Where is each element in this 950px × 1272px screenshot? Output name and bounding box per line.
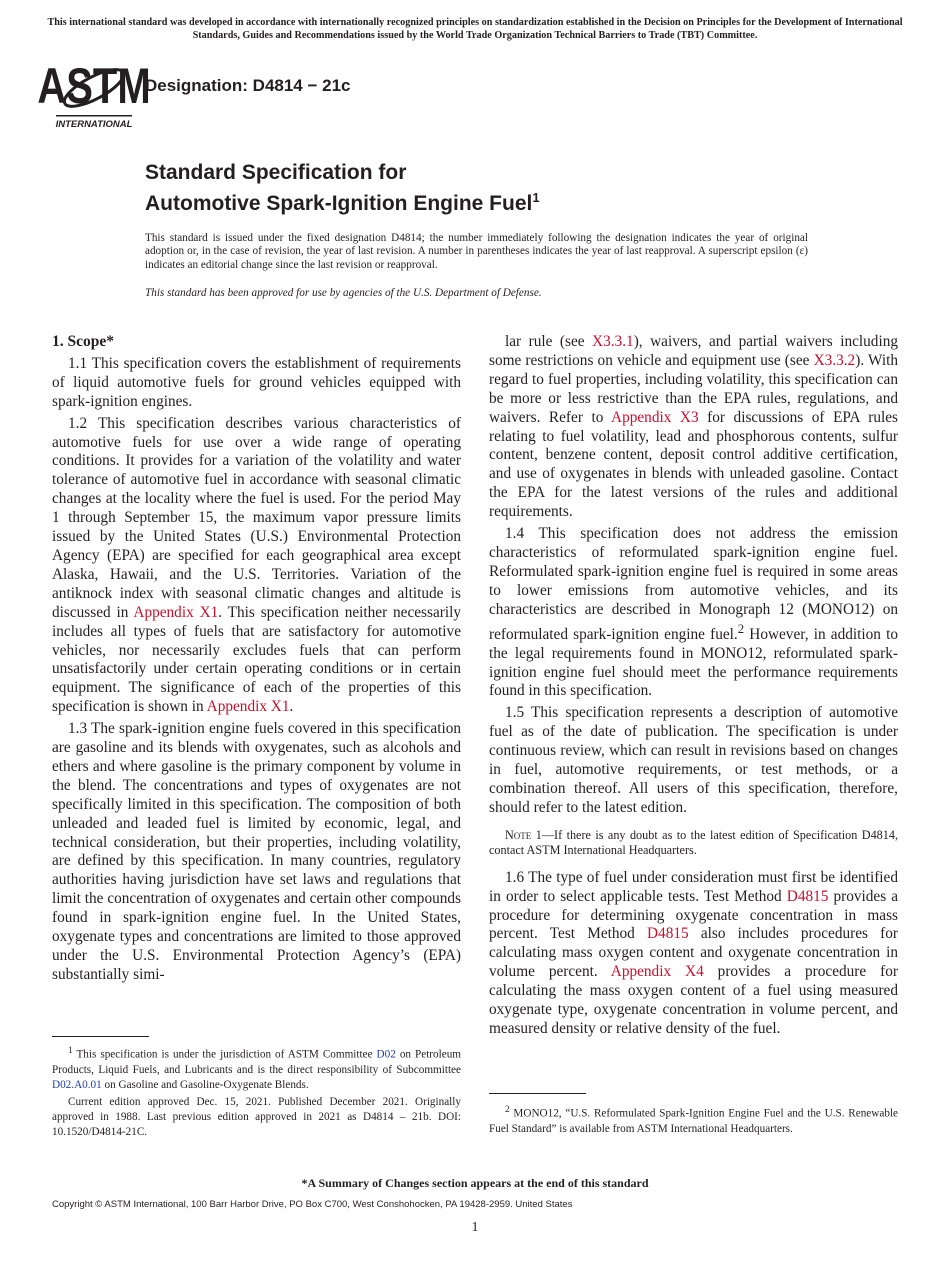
paragraph [489, 333, 898, 522]
paragraph [489, 704, 898, 817]
paragraph [52, 1095, 461, 1140]
paragraph-text: on Gasoline and Gasoline-Oxygenate Blends. [101, 1078, 309, 1091]
paragraph [489, 869, 898, 1039]
svg-text:ASTM: ASTM [37, 57, 151, 115]
paragraph-text: Current edition approved Dec. 15, 2021. Published December 2021. Originally approved in 1988. Last previous edition approved in 2021 as D4814 – 21b. DOI: 10.1520/D4814-21C. [52, 1095, 461, 1138]
left-paragraphs [52, 355, 461, 985]
footnote-divider-left [52, 1036, 149, 1037]
paragraph-text: 1.2 This specification describes various characteristics of automotive fuels for use over a wide range of operating conditions. It provides for a variation of the volatility and water tolerance of automotive fuel in accordance with seasonal climatic changes at the locality where the fuel is used. For the period May 1 through September 15, the maximum vapor pressure limits issued by the United States (U.S.) Environmental Protection Agency (EPA) are specified for each geographical area except Alaska, Hawaii, and the U.S. Territories. Variation of the antiknock index with seasonal climatic changes and altitude is discussed in [52, 414, 461, 621]
title-line-1: Standard Specification for [145, 161, 407, 184]
right-paragraphs-2 [489, 869, 898, 1039]
right-column [489, 333, 898, 1042]
paragraph-text: provides a procedure for calculating the mass oxygen content of a fuel using measured oxygenate type, oxygenate concentration in volume percent, and measured density or relative density of the fuel. [489, 963, 898, 1037]
summary-of-changes-note: *A Summary of Changes section appears at the end of this standard [301, 1176, 649, 1190]
document-title [145, 160, 540, 216]
designation: Designation: D4814 − 21c [145, 76, 351, 95]
footnote-mark[interactable]: 2 [737, 621, 745, 636]
svg-text:INTERNATIONAL: INTERNATIONAL [55, 119, 133, 130]
note-text: —If there is any doubt as to the latest edition of Specification D4814, contact ASTM International Headquarters. [489, 827, 898, 858]
footnote-mark[interactable]: 2 [505, 1105, 510, 1115]
astm-logo [37, 57, 151, 130]
title-line-2: Automotive Spark-Ignition Engine Fuel [145, 192, 533, 215]
footnotes-left [52, 1044, 461, 1142]
cross-reference-link[interactable]: D4815 [647, 925, 689, 943]
paragraph-text: 1.6 The type of fuel under consideration must first be identified in order to select applicable tests. Test Method [489, 868, 898, 905]
section-heading-scope: 1. Scope* [52, 333, 114, 350]
dod-approval-note: This standard has been approved for use by agencies of the U.S. Department of Defense. [145, 287, 542, 299]
paragraph-text: 1.3 The spark-ignition engine fuels covered in this specification are gasoline and its blends with oxygenates, such as alcohols and ethers and where gasoline is the primary component by volume in the blend. The concentrations and types of oxygenates are not specifically limited in this specification. The composition of both unleaded and leaded fuel is limited by economic, legal, and technical consideration, but their properties, including volatility, are defined by this specification. In many countries, regulatory authorities having jurisdiction have set laws and regulations that limit the concentration of oxygenates and certain other compounds found in spark-ignition engine fuel. In the United States, oxygenate types and concentrations are limited to those approved under the U.S. Environmental Protection Agency’s (EPA) substantially simi- [52, 720, 461, 983]
paragraph [489, 1103, 898, 1137]
paragraph-text: provides a procedure for determining oxygenate concentration in mass percent. Test Method [489, 887, 898, 943]
paragraph-text: 1.5 This specification represents a description of automotive fuel as of the date of publication. The specification is under continuous review, which can result in revisions based on changes in fuel, automotive requirements, or test methods, or a combination thereof. All users of this specification, therefore, should refer to the latest edition. [489, 704, 898, 816]
paragraph-text: ). With regard to fuel properties, including volatility, this specification can be more or less restrictive than the EPA rules, regulations, and waivers. Refer to [489, 351, 898, 426]
paragraph-text: ), waivers, and partial waivers including some restrictions on vehicle and equipment use (see [489, 333, 898, 369]
left-column [52, 333, 461, 988]
paragraph [489, 525, 898, 701]
page-number: 1 [471, 1220, 479, 1235]
right-paragraphs [489, 333, 898, 818]
cross-reference-link[interactable]: Appendix X3 [611, 408, 699, 426]
note-label: Note 1 [505, 827, 542, 842]
paragraph [52, 720, 461, 985]
cross-reference-link[interactable]: X3.3.2 [813, 351, 856, 369]
committee-link[interactable]: D02.A0.01 [52, 1078, 102, 1091]
paragraph-text: However, in addition to the legal requirements found in MONO12, reformulated spark-ignition engine fuel should meet the performance requirements found in this specification. [489, 625, 898, 700]
note-1 [489, 828, 898, 859]
paragraph-text: . This specification neither necessarily includes all types of fuels that are satisfactory for automotive vehicles, nor necessarily excludes fuels that can perform unsatisfactorily under certain operating conditions or in certain equipment. The significance of each of the properties of this specification is shown in [52, 603, 461, 716]
paragraph-text: for discussions of EPA rules relating to fuel volatility, lead and phosphorous contents, sulfur content, benzene content, deposit control additive certification, and use of oxygenates in blends with unleaded gasoline. Contact the EPA for the latest versions of the rules and additional requirements. [489, 408, 898, 521]
paragraph-text: 1.1 This specification covers the establishment of requirements of liquid automotive fuels for ground vehicles equipped with spark-ignition engines. [52, 354, 461, 410]
paragraph [52, 415, 461, 718]
paragraph [52, 355, 461, 412]
paragraph-text: 1.4 This specification does not address the emission characteristics of reformulated spark-ignition engine fuel. Reformulated spark-ignition engine fuel is required in some areas to lower emissions from automotive vehicles, and its characteristics are described in Monograph 12 (MONO12) on reformulated spark-ignition engine fuel. [489, 525, 898, 643]
footnote-divider-right [489, 1093, 586, 1094]
footnote-mark[interactable]: 1 [68, 1046, 73, 1056]
cross-reference-link[interactable]: Appendix X1 [206, 698, 290, 716]
committee-link[interactable]: D02 [376, 1048, 396, 1061]
wto-notice: This international standard was developed in accordance with internationally recognized principles on standardization established in the Decision on Principles for the Development of International Standards, Guides and Recommendations issued by the World Trade Organization Technical Barriers to Trade (TBT) Committee. [47, 17, 903, 41]
paragraph-text: This specification is under the jurisdiction of ASTM Committee [72, 1048, 377, 1061]
cross-reference-link[interactable]: X3.3.1 [592, 333, 634, 350]
paragraph-text: also includes procedures for calculating mass oxygen content and oxygenate concentration in volume percent. [489, 925, 898, 981]
paragraph-text: . [289, 698, 294, 716]
copyright: Copyright © ASTM International, 100 Barr Harbor Drive, PO Box C700, West Conshohocken, PA 19428-2959. United States [52, 1199, 573, 1210]
paragraph-text: lar rule (see [505, 333, 593, 350]
footnotes-right [489, 1103, 898, 1139]
paragraph-text: MONO12, “U.S. Reformulated Spark-Ignition Engine Fuel and the U.S. Renewable Fuel Standard” is available from ASTM International Headquarters. [489, 1107, 898, 1135]
paragraph-text: on Petroleum Products, Liquid Fuels, and Lubricants and is the direct responsibility of Subcommittee [52, 1048, 461, 1076]
issuance-statement: This standard is issued under the fixed designation D4814; the number immediately following the designation indicates the year of original adoption or, in the case of revision, the year of last revision. A number in parentheses indicates the year of last reapproval. A superscript epsilon (ε) indicates an editorial change since the last revision or reapproval. [145, 232, 808, 271]
cross-reference-link[interactable]: Appendix X4 [610, 963, 704, 981]
title-footnote-mark[interactable]: 1 [532, 190, 540, 205]
cross-reference-link[interactable]: Appendix X1 [133, 603, 219, 621]
cross-reference-link[interactable]: D4815 [786, 887, 829, 905]
paragraph [52, 1044, 461, 1093]
